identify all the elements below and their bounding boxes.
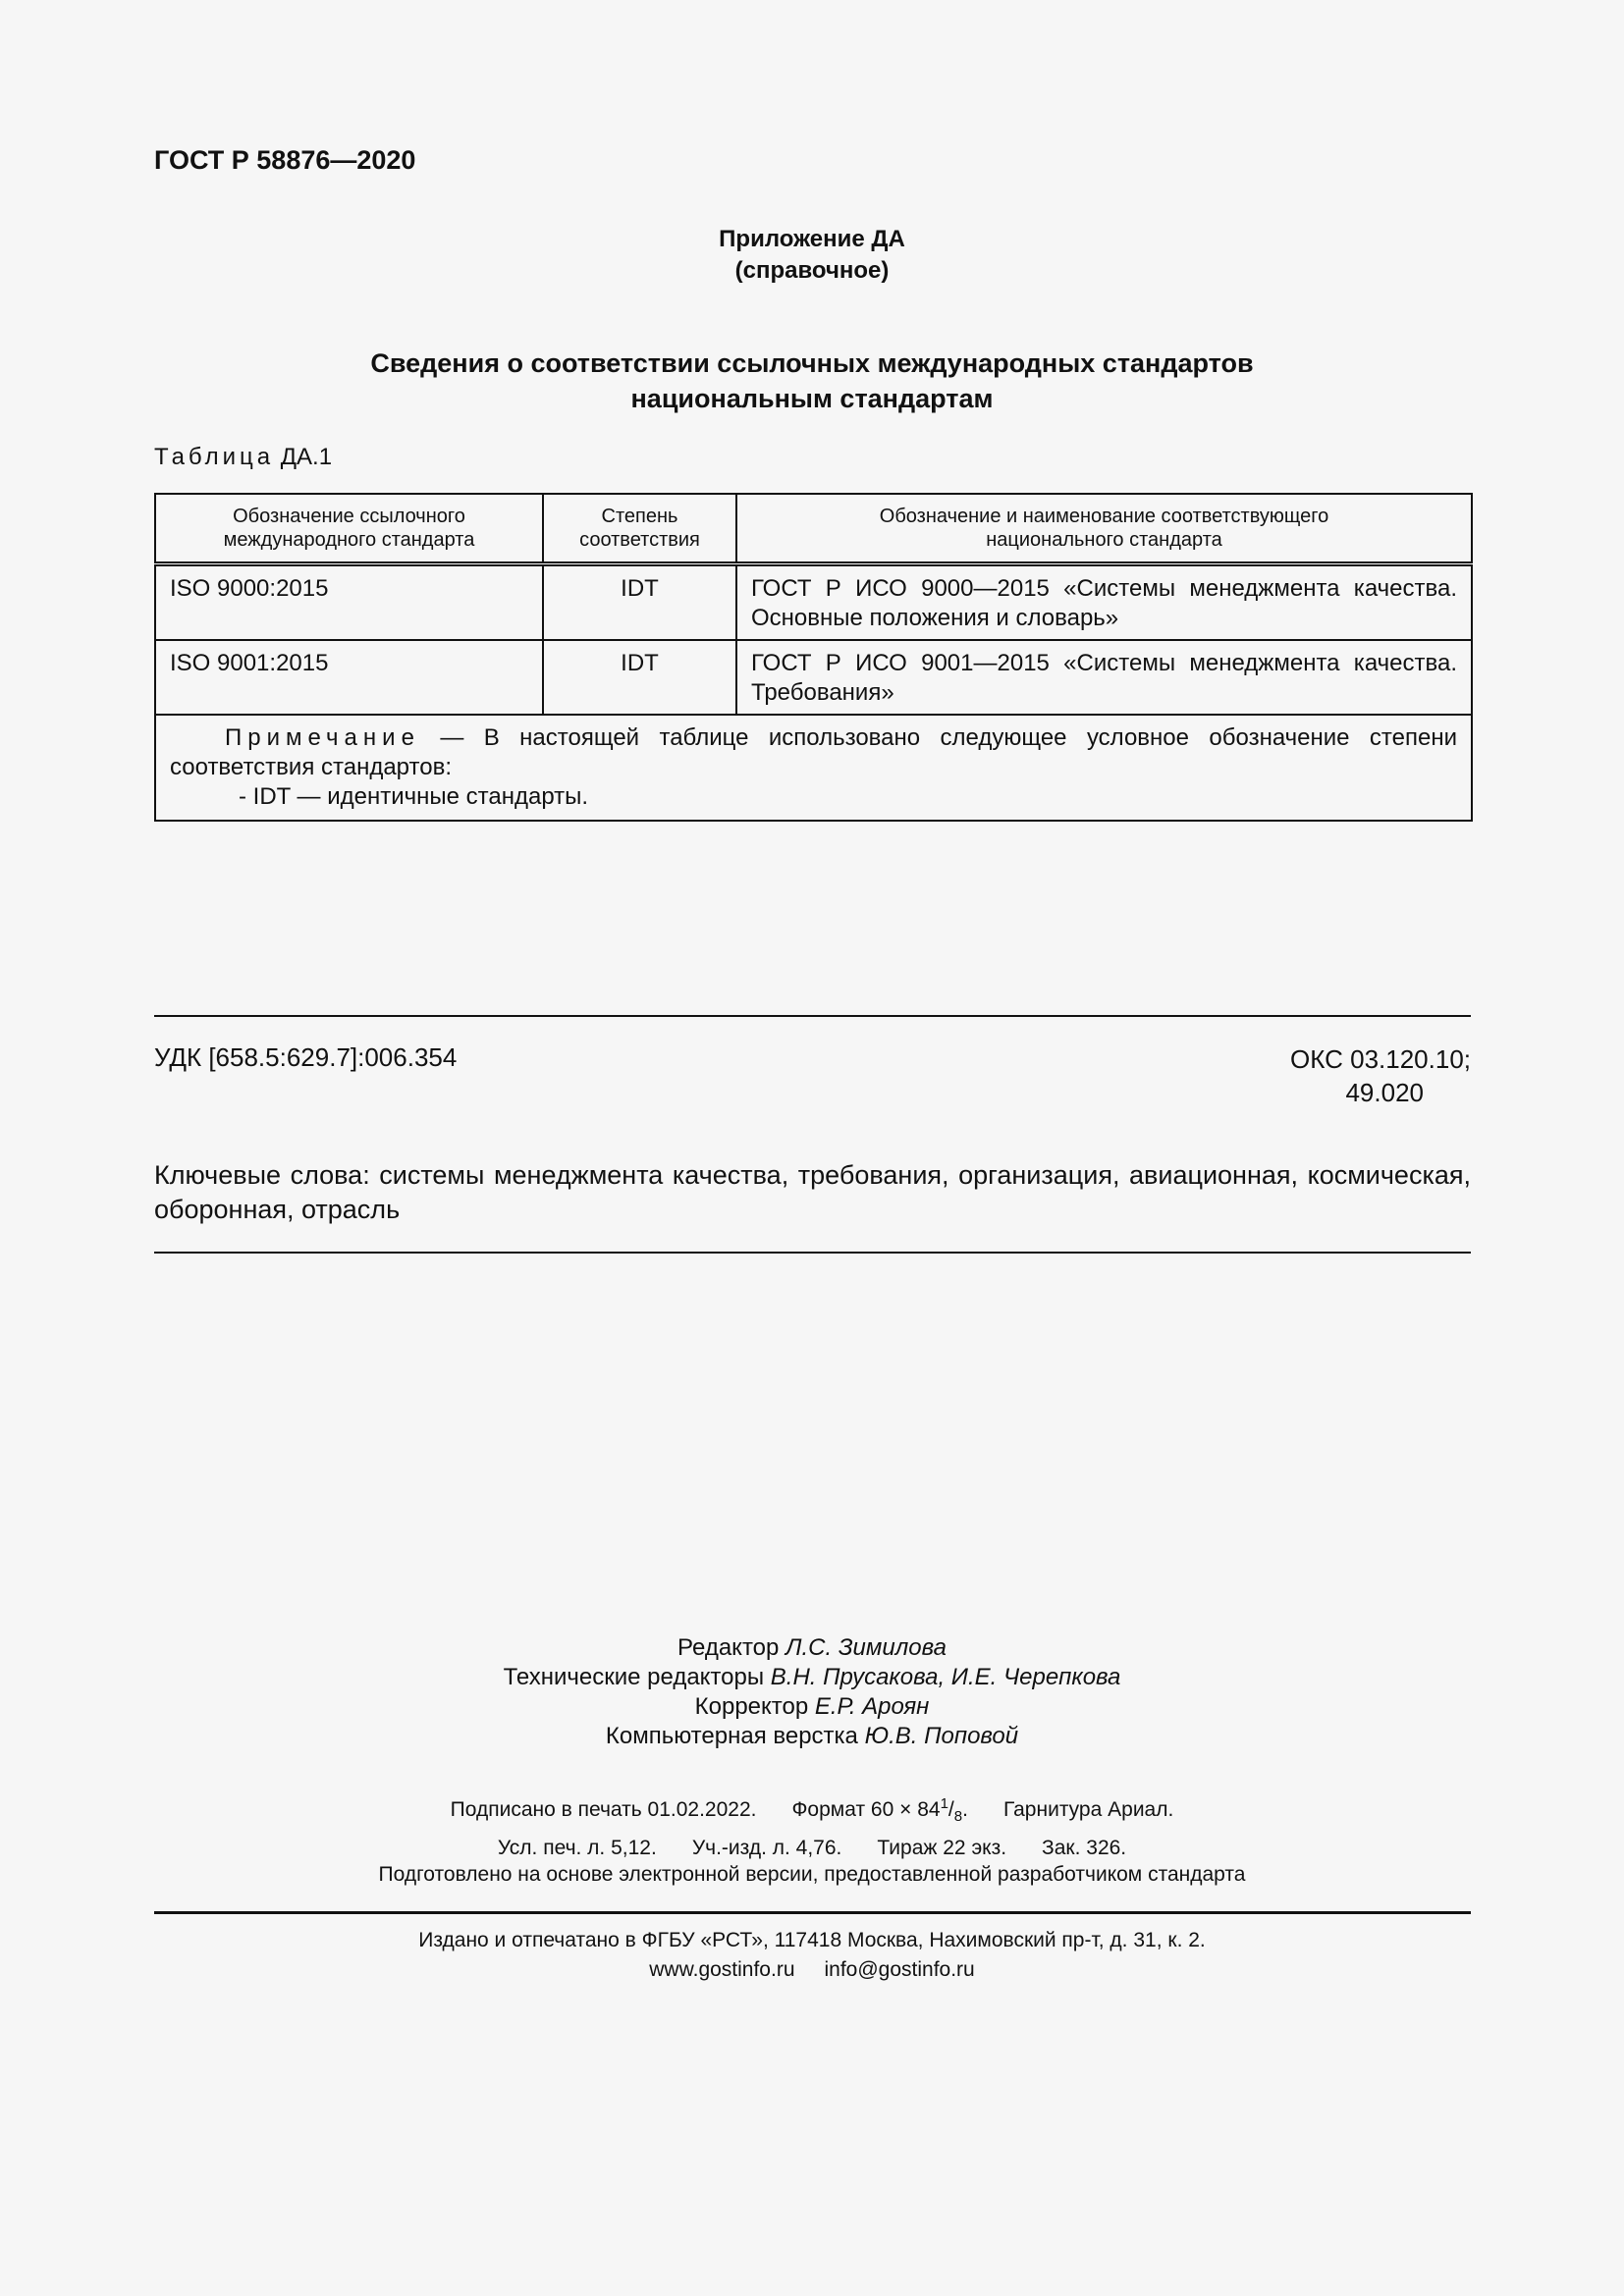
- table-caption: [154, 444, 332, 471]
- paper-format: Формат $60 \times 84^1/_8$.: [791, 1795, 968, 1826]
- signed-date: Подписано в печать 01.02.2022.: [450, 1798, 757, 1821]
- credit-tech-editors: Технические редакторы В.Н. Прусакова, И.Е. Черепкова: [503, 1664, 1121, 1690]
- cell-ref: ISO 9000:2015: [155, 564, 543, 641]
- imprint-line2: [0, 1833, 1624, 1864]
- credit-corrector: Корректор Е.Р. Ароян: [694, 1693, 930, 1720]
- imprint-line1: [0, 1789, 1624, 1833]
- table-header-row: [155, 494, 1472, 564]
- header-national-standard: Обозначение и наименование соответствующего национального стандарта: [736, 494, 1472, 564]
- section-title-line2: национальным стандартам: [630, 384, 994, 413]
- oks-line1: ОКС 03.120.10;: [1290, 1044, 1471, 1074]
- print-run: Тираж 22 экз.: [877, 1837, 1007, 1860]
- website-link[interactable]: www.gostinfo.ru: [649, 1958, 795, 1981]
- prepared-note: Подготовлено на основе электронной версии, предоставленной разработчиком стандарта: [378, 1863, 1246, 1886]
- credit-editor: Редактор Л.С. Зимилова: [677, 1634, 947, 1661]
- cell-degree: IDT: [543, 640, 736, 715]
- divider-keywords: [154, 1252, 1471, 1254]
- imprint-block: [0, 1789, 1624, 1864]
- table-caption-word: Таблица: [154, 444, 275, 470]
- note-label: Примечание: [225, 724, 420, 751]
- table-row: [155, 640, 1472, 715]
- appendix-subtitle: (справочное): [734, 257, 890, 284]
- credit-layout: Компьютерная верстка Ю.В. Поповой: [605, 1723, 1019, 1749]
- oks-code: [1178, 1042, 1471, 1109]
- header-ref-standard: Обозначение ссылочного международного стандарта: [155, 494, 543, 564]
- appendix-title: Приложение ДА: [719, 226, 905, 252]
- table-note-row: [155, 715, 1472, 821]
- keywords: Ключевые слова: системы менеджмента качества, требования, организация, авиационная, космическая, оборонная, отрасль: [154, 1160, 1471, 1224]
- pub-sheets: Уч.-изд. л. 4,76.: [691, 1837, 842, 1860]
- credits-block: [0, 1633, 1624, 1751]
- table-row: [155, 564, 1472, 641]
- cell-national: ГОСТ Р ИСО 9001—2015 «Системы менеджмента качества. Требования»: [736, 640, 1472, 715]
- cell-national: ГОСТ Р ИСО 9000—2015 «Системы менеджмента качества. Основные положения и словарь»: [736, 564, 1472, 641]
- section-title-line1: Сведения о соответствии ссылочных международных стандартов: [370, 348, 1254, 378]
- cell-degree: IDT: [543, 564, 736, 641]
- oks-line2: 49.020: [1345, 1078, 1424, 1107]
- appendix-heading: [0, 224, 1624, 287]
- typeface: Гарнитура Ариал.: [1002, 1798, 1174, 1821]
- publisher-address: Издано и отпечатано в ФГБУ «РСТ», 117418 Москва, Нахимовский пр-т, д. 31, к. 2.: [418, 1929, 1206, 1951]
- cell-ref: ISO 9001:2015: [155, 640, 543, 715]
- order-number: Зак. 326.: [1042, 1837, 1127, 1860]
- divider-bottom: [154, 1911, 1471, 1914]
- publisher-block: [0, 1926, 1624, 1985]
- note-text: — В настоящей таблице использовано следующее условное обозначение степени соответствия стандартов:: [170, 724, 1458, 780]
- document-code: ГОСТ Р 58876—2020: [154, 145, 416, 175]
- print-sheets: Усл. печ. л. 5,12.: [497, 1837, 657, 1860]
- note-item: - IDT — идентичные стандарты.: [239, 783, 589, 810]
- publisher-contacts: [0, 1955, 1624, 1985]
- section-title: [0, 346, 1624, 416]
- header-degree: Степень соответствия: [543, 494, 736, 564]
- reference-standards-table: [154, 493, 1473, 822]
- email-link[interactable]: info@gostinfo.ru: [824, 1958, 975, 1981]
- udk-code: УДК [658.5:629.7]:006.354: [154, 1042, 458, 1072]
- table-note: [155, 715, 1472, 821]
- divider-top: [154, 1015, 1471, 1017]
- table-caption-number: ДА.1: [280, 444, 333, 470]
